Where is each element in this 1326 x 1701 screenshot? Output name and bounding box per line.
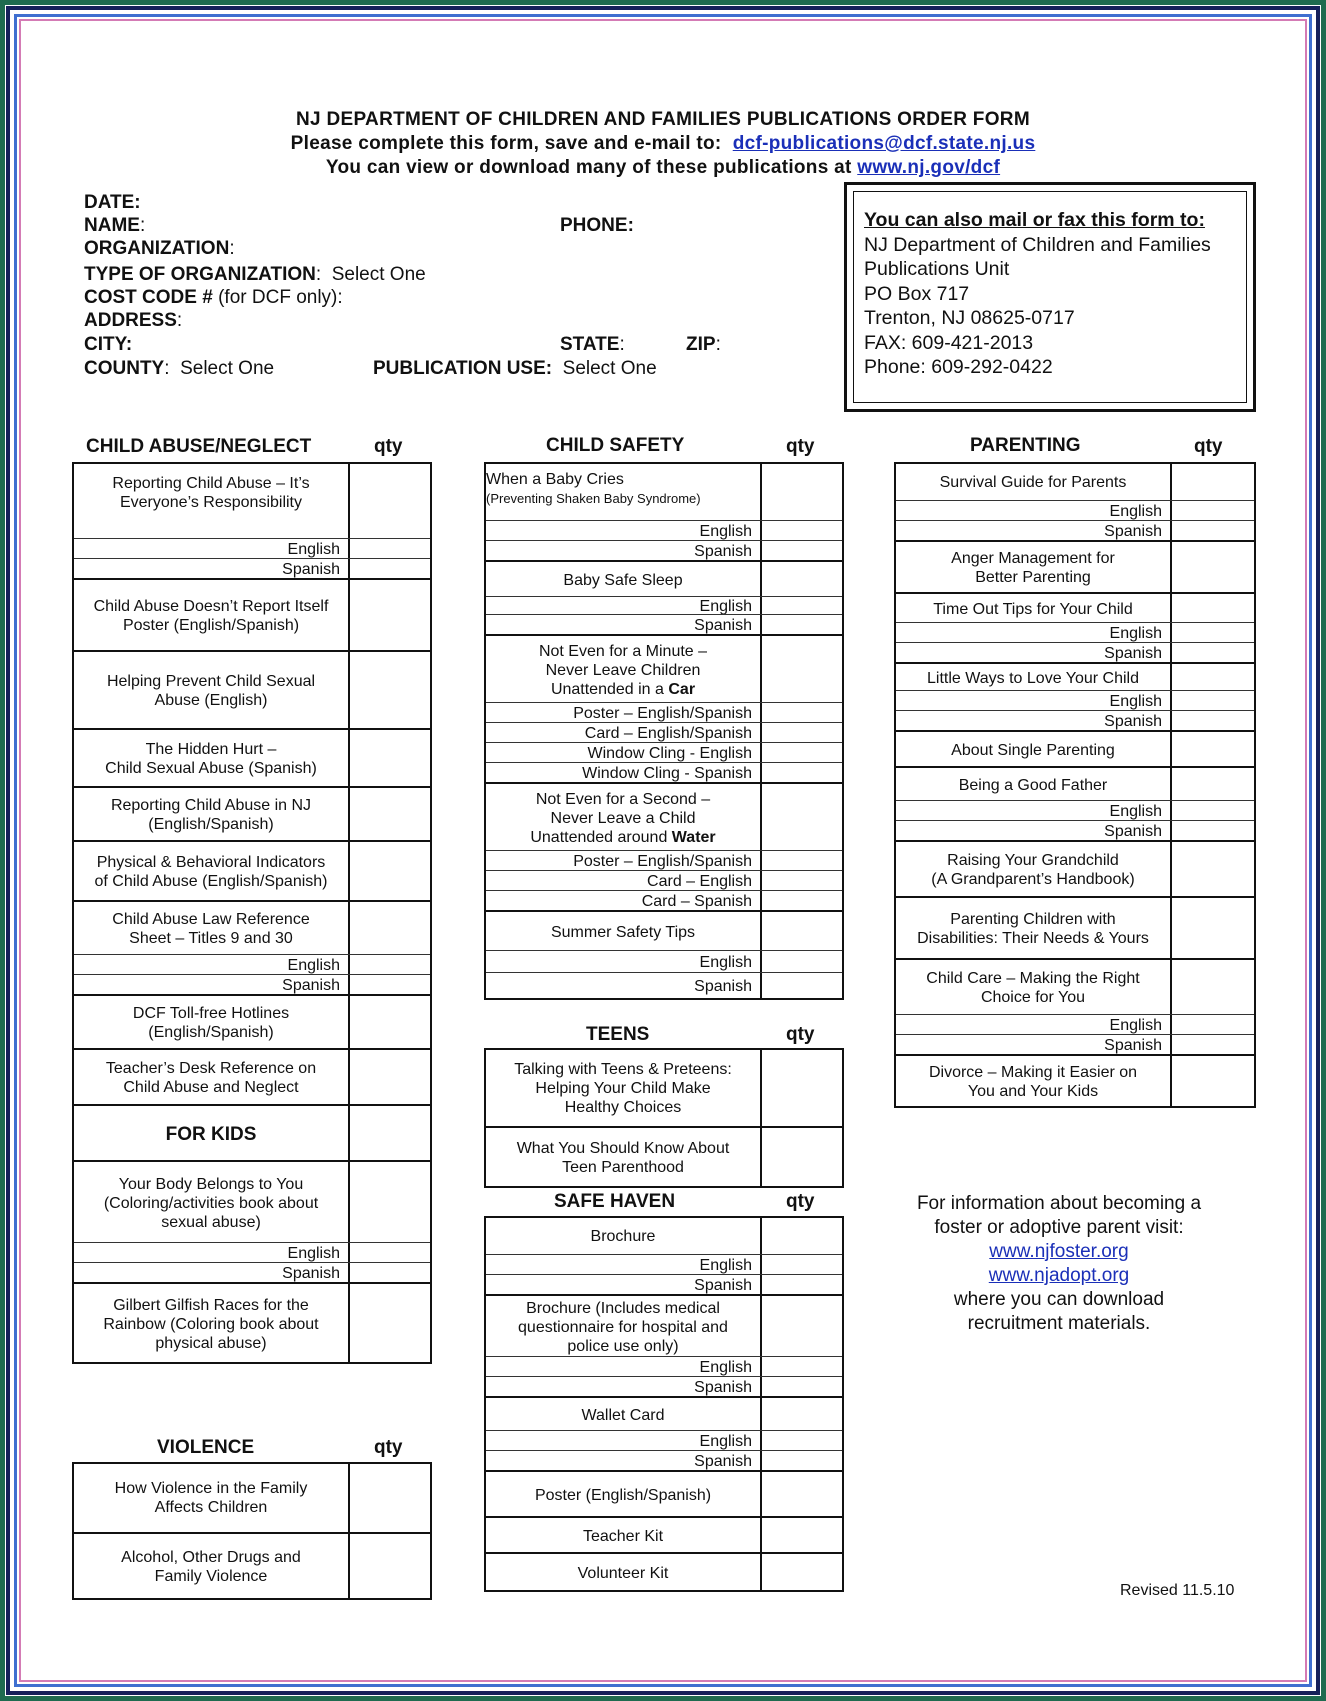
- format-option: Window Cling - English: [587, 744, 752, 762]
- language-option: English: [699, 1256, 752, 1274]
- foster-adoptive-info: [914, 1192, 1204, 1336]
- mail-address-line-4: Trenton, NJ 08625-0717: [864, 307, 1075, 329]
- mail-address-line-2: Publications Unit: [864, 258, 1010, 280]
- table-row: [486, 1396, 842, 1432]
- publication-title: Brochure: [590, 1227, 656, 1245]
- email-instruction: [24, 132, 1302, 156]
- format-option: Card – English: [647, 872, 752, 890]
- table-row[interactable]: [486, 850, 842, 871]
- table-row[interactable]: [74, 650, 430, 730]
- publication-use-field: PUBLICATION USE: Select One: [373, 358, 657, 379]
- table-row[interactable]: [486, 1430, 842, 1451]
- table-row: [896, 766, 1254, 802]
- website-link[interactable]: www.nj.gov/dcf: [857, 157, 1001, 178]
- publication-title: Reporting Child Abuse in NJ (English/Spanish): [110, 797, 312, 833]
- table-row: [74, 1160, 430, 1244]
- info-text: For information about becoming a: [916, 1193, 1202, 1214]
- table-row: [896, 464, 1254, 500]
- table-row[interactable]: [896, 540, 1254, 594]
- order-form-page: [24, 24, 1302, 1677]
- table-row[interactable]: [74, 974, 430, 995]
- format-option: Card – Spanish: [641, 892, 752, 910]
- language-option: English: [699, 1432, 752, 1450]
- format-option: Window Cling - Spanish: [582, 764, 752, 782]
- table-row[interactable]: [74, 1262, 430, 1283]
- table-row[interactable]: [486, 520, 842, 541]
- table-row[interactable]: [486, 540, 842, 561]
- table-row[interactable]: [486, 1274, 842, 1295]
- table-row[interactable]: [486, 1126, 842, 1188]
- email-link[interactable]: dcf-publications@dcf.state.nj.us: [732, 133, 1036, 154]
- language-option: Spanish: [1104, 822, 1162, 840]
- table-row[interactable]: [74, 994, 430, 1050]
- date-label: DATE:: [84, 192, 141, 213]
- publication-title: Baby Safe Sleep: [563, 571, 683, 589]
- language-option: English: [1109, 624, 1162, 642]
- mail-fax-heading: You can also mail or fax this form to:: [864, 209, 1205, 231]
- table-row: [74, 464, 430, 538]
- table-row[interactable]: [74, 1532, 430, 1600]
- language-option: English: [287, 956, 340, 974]
- language-option: Spanish: [1104, 644, 1162, 662]
- publication-title: Raising Your Grandchild (A Grandparent’s Handbook): [931, 852, 1135, 888]
- publication-title: Anger Management for Better Parenting: [951, 550, 1115, 586]
- table-row[interactable]: [896, 1034, 1254, 1055]
- table-row[interactable]: [486, 1516, 842, 1554]
- njadopt-link[interactable]: www.njadopt.org: [988, 1265, 1130, 1286]
- publication-title: Little Ways to Love Your Child: [927, 669, 1139, 687]
- table-row[interactable]: [74, 786, 430, 842]
- county-field: COUNTY: Select One: [84, 358, 275, 379]
- publication-title: Parenting Children with Disabilities: Their Needs & Yours: [917, 911, 1149, 947]
- publication-title: Physical & Behavioral Indicators of Child Abuse (English/Spanish): [94, 854, 328, 890]
- publication-title: How Violence in the Family Affects Children: [114, 1480, 308, 1516]
- table-row[interactable]: [896, 622, 1254, 643]
- language-option: English: [1109, 502, 1162, 520]
- safe-haven-qty-header: qty: [786, 1191, 815, 1212]
- publication-title: DCF Toll-free Hotlines (English/Spanish): [132, 1005, 290, 1041]
- table-row[interactable]: [74, 558, 430, 579]
- language-option: Spanish: [694, 616, 752, 634]
- address-label: ADDRESS:: [84, 310, 183, 331]
- table-row[interactable]: [74, 728, 430, 788]
- cost-code-label: COST CODE # (for DCF only):: [84, 287, 343, 308]
- publication-title: Your Body Belongs to You (Coloring/activities book about sexual abuse): [103, 1175, 319, 1231]
- table-row[interactable]: [896, 642, 1254, 663]
- table-row: [486, 634, 842, 704]
- language-option: Spanish: [282, 1264, 340, 1282]
- violence-table: [72, 1462, 432, 1600]
- publication-title: Child Care – Making the Right Choice for You: [926, 970, 1140, 1006]
- language-option: Spanish: [694, 1378, 752, 1396]
- language-option: English: [287, 540, 340, 558]
- table-row[interactable]: [74, 1048, 430, 1106]
- form-header: [24, 108, 1302, 180]
- mail-address-line-3: PO Box 717: [864, 282, 970, 305]
- publication-title: Teacher Kit: [582, 1527, 664, 1545]
- publication-title: Gilbert Gilfish Races for the Rainbow (Coloring book about physical abuse): [103, 1296, 319, 1352]
- language-option: Spanish: [694, 1276, 752, 1294]
- table-row: [486, 1218, 842, 1254]
- safety-table: [484, 462, 844, 1000]
- publication-title: Being a Good Father: [958, 776, 1108, 794]
- table-row[interactable]: [896, 690, 1254, 711]
- table-row[interactable]: [896, 500, 1254, 521]
- phone-number: Phone: 609-292-0422: [864, 356, 1053, 378]
- table-row[interactable]: [486, 722, 842, 743]
- table-row[interactable]: [74, 840, 430, 902]
- table-row[interactable]: [486, 1376, 842, 1397]
- language-option: English: [699, 1358, 752, 1376]
- publication-title: Teacher’s Desk Reference on Child Abuse and Neglect: [105, 1060, 317, 1096]
- table-row[interactable]: [486, 870, 842, 891]
- table-row[interactable]: [74, 1282, 430, 1364]
- publication-title: Time Out Tips for Your Child: [933, 600, 1133, 618]
- table-row[interactable]: [896, 800, 1254, 821]
- table-row: [896, 958, 1254, 1016]
- zip-label: ZIP:: [686, 334, 721, 355]
- publication-title: Volunteer Kit: [577, 1564, 669, 1582]
- table-row: [74, 1104, 430, 1162]
- table-row: [896, 592, 1254, 624]
- table-row[interactable]: [486, 1552, 842, 1592]
- language-option: Spanish: [282, 976, 340, 994]
- publication-title: Divorce – Making it Easier on You and Your Kids: [928, 1064, 1138, 1100]
- language-option: English: [699, 522, 752, 540]
- county-select[interactable]: Select One: [180, 358, 275, 379]
- website-instruction: [24, 156, 1302, 180]
- format-option: Poster – English/Spanish: [573, 852, 752, 870]
- language-option: English: [1109, 1016, 1162, 1034]
- table-row: [486, 464, 842, 520]
- publication-title: Reporting Child Abuse – It’s Everyone’s Responsibility: [112, 475, 310, 511]
- publication-title: Survival Guide for Parents: [939, 473, 1127, 491]
- table-row[interactable]: [896, 896, 1254, 960]
- table-row: [74, 900, 430, 956]
- table-row: [486, 1294, 842, 1358]
- city-label: CITY:: [84, 334, 133, 355]
- table-row[interactable]: [486, 1470, 842, 1518]
- publication-title: Helping Prevent Child Sexual Abuse (English): [106, 673, 316, 709]
- table-row[interactable]: [486, 614, 842, 635]
- info-text: where you can download: [953, 1289, 1165, 1310]
- table-row[interactable]: [486, 1254, 842, 1275]
- table-row[interactable]: [896, 710, 1254, 731]
- teens-table: [484, 1048, 844, 1188]
- publication-title: Wallet Card: [581, 1406, 665, 1424]
- safe-haven-section-title: SAFE HAVEN: [554, 1191, 676, 1212]
- table-row[interactable]: [486, 1356, 842, 1377]
- table-row[interactable]: [896, 1054, 1254, 1108]
- table-row[interactable]: [896, 1014, 1254, 1035]
- safety-qty-header: qty: [786, 436, 815, 457]
- language-option: English: [699, 953, 752, 971]
- publication-title: The Hidden Hurt – Child Sexual Abuse (Spanish): [105, 741, 317, 777]
- table-row[interactable]: [486, 762, 842, 783]
- table-row: [486, 910, 842, 952]
- table-row[interactable]: [896, 730, 1254, 768]
- info-text: recruitment materials.: [967, 1313, 1151, 1334]
- mail-fax-box: [844, 182, 1256, 412]
- language-option: Spanish: [1104, 1036, 1162, 1054]
- format-option: Poster – English/Spanish: [573, 704, 752, 722]
- violence-section-title: VIOLENCE: [157, 1437, 255, 1458]
- language-option: English: [287, 1244, 340, 1262]
- publication-title: What You Should Know About Teen Parenthood: [516, 1140, 730, 1176]
- table-row[interactable]: [486, 596, 842, 615]
- safe-haven-table: [484, 1216, 844, 1592]
- publication-title: Not Even for a Minute – Never Leave Children Unattended in a Car: [538, 642, 708, 698]
- table-row[interactable]: [74, 1464, 430, 1532]
- state-label: STATE:: [560, 334, 625, 355]
- publication-title: Not Even for a Second – Never Leave a Child Unattended around Water: [530, 790, 716, 846]
- phone-label: PHONE:: [560, 215, 634, 236]
- publication-title: Child Abuse Law Reference Sheet – Titles 9 and 30: [112, 911, 310, 947]
- table-row[interactable]: [486, 702, 842, 723]
- abuse-table: [72, 462, 432, 1364]
- table-row[interactable]: [896, 820, 1254, 841]
- abuse-qty-header: qty: [374, 436, 403, 457]
- table-row[interactable]: [74, 538, 430, 559]
- parenting-table: [894, 462, 1256, 1108]
- table-row[interactable]: [486, 1450, 842, 1471]
- table-row[interactable]: [74, 954, 430, 975]
- publication-title: Brochure (Includes medical questionnaire for hospital and police use only): [518, 1299, 728, 1355]
- language-option: English: [699, 597, 752, 615]
- fax-number: FAX: 609-421-2013: [864, 331, 1034, 354]
- publication-title: About Single Parenting: [951, 741, 1115, 759]
- format-option: Card – English/Spanish: [584, 724, 752, 742]
- email-instruction-text: Please complete this form, save and e-mail to:: [290, 133, 722, 154]
- table-row: [896, 662, 1254, 692]
- mail-address-line-1: NJ Department of Children and Families: [864, 233, 1211, 256]
- publication-use-select[interactable]: Select One: [562, 358, 657, 379]
- table-row[interactable]: [486, 950, 842, 973]
- language-option: English: [1109, 802, 1162, 820]
- language-option: Spanish: [282, 560, 340, 578]
- safety-section-title: CHILD SAFETY: [546, 435, 685, 456]
- publication-title: Talking with Teens & Preteens: Helping Your Child Make Healthy Choices: [514, 1060, 732, 1116]
- parenting-section-title: PARENTING: [970, 435, 1081, 456]
- table-row[interactable]: [486, 742, 842, 763]
- type-of-organization-field: TYPE OF ORGANIZATION: Select One: [84, 264, 426, 285]
- violence-qty-header: qty: [374, 1437, 403, 1458]
- website-instruction-text: You can view or download many of these publications at: [325, 157, 852, 178]
- table-row[interactable]: [896, 520, 1254, 541]
- publication-title: Summer Safety Tips: [550, 923, 696, 941]
- teens-qty-header: qty: [786, 1024, 815, 1045]
- teens-section-title: TEENS: [586, 1024, 650, 1045]
- abuse-section-title: CHILD ABUSE/NEGLECT: [86, 436, 312, 457]
- parenting-qty-header: qty: [1194, 436, 1223, 457]
- form-title: NJ DEPARTMENT OF CHILDREN AND FAMILIES PUBLICATIONS ORDER FORM: [296, 109, 1030, 130]
- language-option: Spanish: [694, 1452, 752, 1470]
- publication-title: When a Baby Cries (Preventing Shaken Baby Syndrome): [486, 471, 701, 506]
- revision-date: Revised 11.5.10: [1120, 1582, 1235, 1599]
- table-row[interactable]: [896, 840, 1254, 898]
- table-row[interactable]: [74, 578, 430, 652]
- table-row[interactable]: [486, 1050, 842, 1126]
- table-row[interactable]: [74, 1242, 430, 1263]
- name-label: NAME:: [84, 215, 146, 236]
- table-row: [486, 560, 842, 598]
- publication-title: Poster (English/Spanish): [534, 1486, 712, 1504]
- table-row[interactable]: [486, 890, 842, 911]
- type-of-organization-select[interactable]: Select One: [331, 264, 426, 285]
- table-row[interactable]: [486, 972, 842, 999]
- publication-title: Alcohol, Other Drugs and Family Violence: [121, 1549, 301, 1585]
- language-option: English: [1109, 692, 1162, 710]
- njfoster-link[interactable]: www.njfoster.org: [989, 1241, 1129, 1262]
- language-option: Spanish: [1104, 712, 1162, 730]
- for-kids-heading: FOR KIDS: [165, 1123, 257, 1145]
- language-option: Spanish: [694, 977, 752, 995]
- publication-title: Child Abuse Doesn’t Report Itself Poster (English/Spanish): [93, 598, 329, 634]
- language-option: Spanish: [1104, 522, 1162, 540]
- info-text: foster or adoptive parent visit:: [934, 1217, 1184, 1238]
- organization-label: ORGANIZATION:: [84, 238, 235, 259]
- table-row: [486, 782, 842, 852]
- language-option: Spanish: [694, 542, 752, 560]
